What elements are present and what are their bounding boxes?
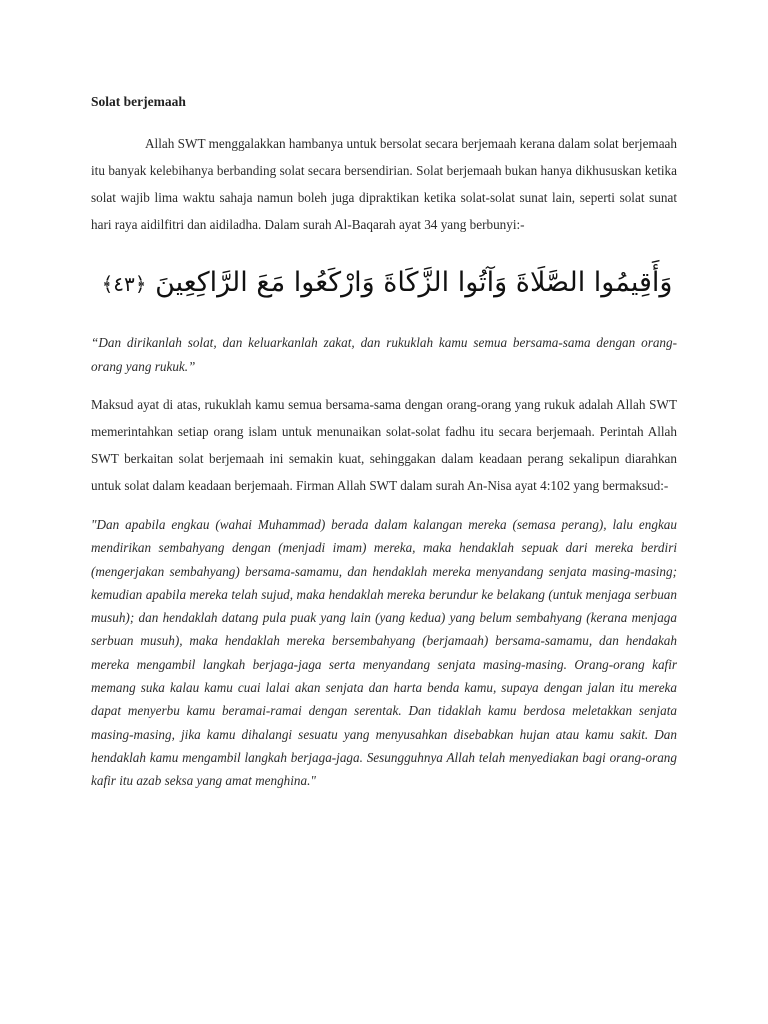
arabic-verse-text: وَأَقِيمُوا الصَّلَاةَ وَآتُوا الزَّكَاةَ وَارْكَعُوا مَعَ الرَّاكِعِينَ — [155, 267, 673, 298]
verse-translation: “Dan dirikanlah solat, dan keluarkanlah zakat, dan rukuklah kamu semua bersama-sama dengan orang-orang yang rukuk.” — [91, 335, 677, 374]
an-nisa-translation: "Dan apabila engkau (wahai Muhammad) berada dalam kalangan mereka (semasa perang), lalu engkau mendirikan sembahyang dengan (menjadi imam) mereka, maka hendaklah sepuak dari mereka berdiri (mengerjakan sembahyang) bersama-samamu, dan hendaklah mereka menyandang senjata masing-masing; kemudian apabila mereka telah sujud, maka hendaklah mereka berundur ke belakang (untuk menjaga serbuan musuh); dan hendaklah datang pula puak yang lain (yang kedua) yang belum sembahyang (kerana menjaga serbuan musuh), maka hendaklah mereka bersembahyang (berjamaah) bersama-samamu, dan hendakah mereka mengambil langkah berjaga-jaga serta menyandang senjata masing-masing. Orang-orang kafir memang suka kalau kamu cuai lalai akan senjata dan harta benda kamu, supaya dengan jalan itu mereka dapat menyerbu kamu beramai-ramai dengan serentak. Dan tidaklah kamu berdosa meletakkan senjata masing-masing, jika kamu dihalangi sesuatu yang menyusahkan disebabkan hujan atau kamu sakit. Dan hendaklah kamu mengambil langkah berjaga-jaga. Sesungguhnya Allah telah menyediakan bagi orang-orang kafir itu azab seksa yang amat menghina." — [91, 517, 677, 789]
document-page — [91, 92, 677, 805]
quran-verse-arabic — [91, 258, 677, 309]
ayah-number-mark: ﴿٤٣﴾ — [101, 272, 147, 296]
intro-paragraph: Allah SWT menggalakkan hambanya untuk bersolat secara berjemaah kerana dalam solat berjemaah itu banyak kelebihanya berbanding solat secara bersendirian. Solat berjemaah bukan hanya dikhususkan ketika solat wajib lima waktu sahaja namun boleh juga dipraktikan ketika solat-solat sunat lain, seperti solat sunat hari raya aidilfitri dan aidiladha. Dalam surah Al-Baqarah ayat 34 yang berbunyi:- — [91, 136, 677, 232]
section-heading: Solat berjemaah — [91, 94, 186, 109]
explanation-paragraph: Maksud ayat di atas, rukuklah kamu semua bersama-sama dengan orang-orang yang rukuk adalah Allah SWT memerintahkan setiap orang islam untuk menunaikan solat-solat fadhu itu secara berjemaah. Perintah Allah SWT berkaitan solat berjemaah ini semakin kuat, sehinggakan dalam keadaan perang sekalipun diarahkan untuk solat dalam keadaan berjemaah. Firman Allah SWT dalam surah An-Nisa ayat 4:102 yang bermaksud:- — [91, 397, 677, 493]
